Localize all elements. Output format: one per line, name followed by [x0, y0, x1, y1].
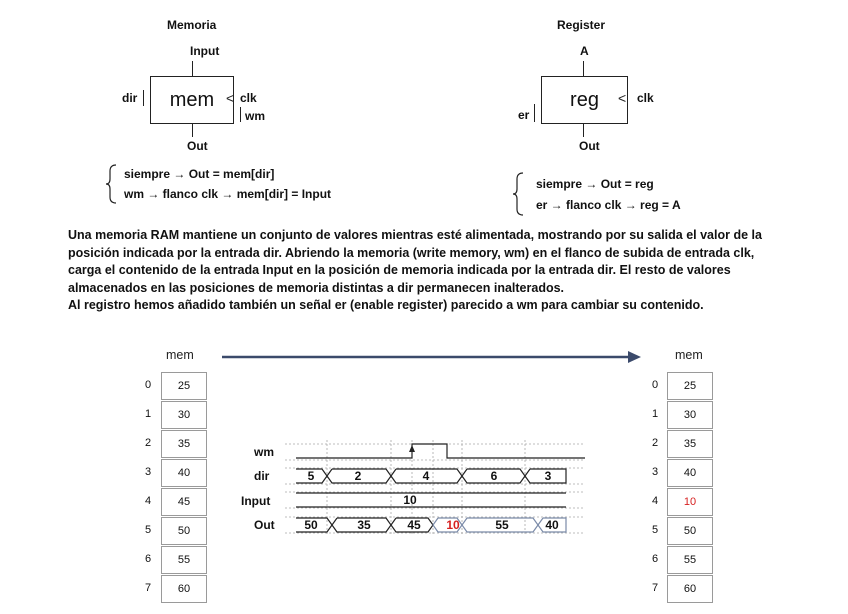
mem-cell: 55 — [667, 546, 713, 574]
mem-cell: 40 — [161, 459, 207, 487]
mem-index: 4 — [144, 495, 152, 507]
signal-label-input: Input — [241, 494, 271, 508]
out-values — [304, 518, 559, 532]
out-value: 40 — [545, 518, 559, 532]
mem-index: 3 — [651, 466, 659, 478]
mem-before-title: mem — [166, 348, 194, 362]
input-value: 10 — [403, 493, 417, 507]
dir-value: 2 — [354, 469, 362, 483]
signal-label-out: Out — [254, 518, 275, 532]
mem-cell: 55 — [161, 546, 207, 574]
mem-index: 7 — [144, 582, 152, 594]
out-bus — [296, 518, 566, 532]
mem-out-label: Out — [187, 139, 208, 153]
description-line: almacenados en las posiciones de memoria distintas a dir permanecen inalterados. — [68, 280, 565, 295]
mem-cell: 30 — [667, 401, 713, 429]
mem-cell: 25 — [161, 372, 207, 400]
reg-clk-triangle-icon: < — [618, 90, 627, 106]
description-line: Al registro hemos añadido también un señal er (enable register) parecido a wm para cambiar su contenido. — [68, 298, 704, 312]
mem-index: 0 — [651, 379, 659, 391]
description-line: carga el contenido de la entrada Input en la posición de memoria indicada por la entrada dir. El resto de valores — [68, 263, 731, 277]
mem-wm-label: wm — [245, 109, 266, 123]
out-value: 55 — [495, 518, 509, 532]
mem-cell: 40 — [667, 459, 713, 487]
mem-clk-label: clk — [240, 91, 257, 105]
mem-index: 1 — [144, 408, 152, 420]
out-value: 35 — [357, 518, 371, 532]
wm-waveform — [296, 444, 585, 458]
reg-out-label: Out — [579, 139, 600, 153]
mem-index: 5 — [144, 524, 152, 536]
dir-value: 4 — [422, 469, 430, 483]
mem-index: 0 — [144, 379, 152, 391]
clk-edge-arrow-icon — [409, 445, 415, 452]
mem-clk-triangle-icon: < — [226, 90, 235, 106]
reg-er-label: er — [518, 108, 530, 122]
mem-formula-2: wm → flanco clk → mem[dir] = Input — [124, 187, 332, 201]
dir-value: 5 — [307, 469, 315, 483]
mem-cell: 30 — [161, 401, 207, 429]
signal-label-wm: wm — [254, 445, 275, 459]
mem-index: 7 — [651, 582, 659, 594]
mem-index: 2 — [651, 437, 659, 449]
mem-cell: 50 — [161, 517, 207, 545]
memoria-title: Memoria — [167, 18, 217, 32]
mem-index: 1 — [651, 408, 659, 420]
description-line: posición indicada por la entrada dir. Abriendo la memoria (write memory, wm) en el flanco de subida de entrada clk, — [68, 245, 755, 260]
description-line: Una memoria RAM mantiene un conjunto de valores mientras esté alimentada, mostrando por su salida el valor de la — [68, 228, 762, 242]
mem-after-title: mem — [675, 348, 703, 362]
out-value: 45 — [407, 518, 421, 532]
mem-index: 6 — [651, 553, 659, 565]
reg-clk-label: clk — [637, 91, 654, 105]
mem-input-label: Input — [190, 44, 220, 58]
mem-cell: 35 — [667, 430, 713, 458]
signal-label-dir: dir — [254, 469, 270, 483]
mem-block-label: mem — [169, 88, 215, 111]
mem-dir-label: dir — [122, 91, 138, 105]
dir-bus — [296, 469, 566, 483]
mem-cell: 60 — [161, 575, 207, 603]
mem-formula-1: siempre → Out = mem[dir] — [124, 167, 275, 181]
mem-cell: 45 — [161, 488, 207, 516]
dir-values — [308, 469, 552, 483]
mem-cell: 50 — [667, 517, 713, 545]
mem-index: 2 — [144, 437, 152, 449]
input-bus — [296, 493, 566, 507]
reg-block-label: reg — [570, 88, 599, 111]
dir-value: 3 — [544, 469, 552, 483]
out-value: 10 — [446, 518, 460, 532]
dir-value: 6 — [490, 469, 498, 483]
mem-cell: 35 — [161, 430, 207, 458]
reg-formula-2: er → flanco clk → reg = A — [536, 198, 681, 212]
reg-formula-1: siempre → Out = reg — [536, 177, 654, 191]
mem-cell: 25 — [667, 372, 713, 400]
reg-a-label: A — [580, 44, 589, 58]
mem-index: 6 — [144, 553, 152, 565]
mem-index: 3 — [144, 466, 152, 478]
mem-index: 4 — [651, 495, 659, 507]
out-value: 50 — [304, 518, 318, 532]
mem-index: 5 — [651, 524, 659, 536]
mem-cell: 10 — [667, 488, 713, 516]
register-title: Register — [557, 18, 606, 32]
mem-cell: 60 — [667, 575, 713, 603]
